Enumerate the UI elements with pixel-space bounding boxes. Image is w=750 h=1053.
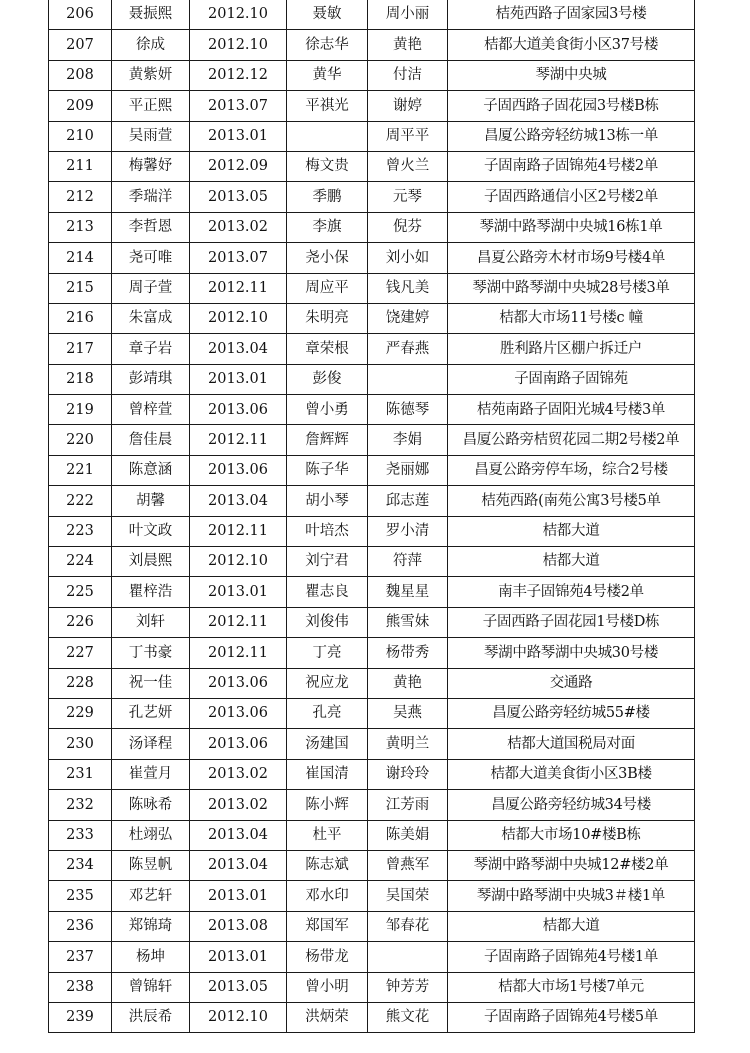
address-cell: 桔都大道美食街小区37号楼 (448, 30, 695, 60)
row-number-cell: 207 (49, 30, 112, 60)
mother-name-cell: 刘小如 (368, 243, 448, 273)
row-number-cell: 208 (49, 60, 112, 90)
mother-name-cell: 谢婷 (368, 91, 448, 121)
father-name-cell: 刘俊伟 (287, 607, 368, 637)
father-name-cell: 丁亮 (287, 638, 368, 668)
mother-name-cell: 黄明兰 (368, 729, 448, 759)
father-name-cell: 陈志斌 (287, 850, 368, 880)
mother-name-cell: 罗小清 (368, 516, 448, 546)
address-cell: 子固南路子固锦苑4号楼1单 (448, 942, 695, 972)
table-row (49, 547, 695, 577)
child-name-cell: 杜翊弘 (112, 820, 190, 850)
row-number-cell: 236 (49, 911, 112, 941)
father-name-cell: 彭俊 (287, 364, 368, 394)
address-cell: 琴湖中路琴湖中央城12#楼2单 (448, 850, 695, 880)
address-cell: 子固西路通信小区2号楼2单 (448, 182, 695, 212)
table-row (49, 759, 695, 789)
birth-date-cell: 2012.09 (190, 151, 287, 181)
table-row (49, 303, 695, 333)
row-number-cell: 237 (49, 942, 112, 972)
table-row (49, 516, 695, 546)
mother-name-cell: 黄艳 (368, 668, 448, 698)
father-name-cell: 祝应龙 (287, 668, 368, 698)
father-name-cell: 崔国清 (287, 759, 368, 789)
row-number-cell: 215 (49, 273, 112, 303)
table-row (49, 698, 695, 728)
address-cell: 琴湖中央城 (448, 60, 695, 90)
address-cell: 琴湖中路琴湖中央城28号楼3单 (448, 273, 695, 303)
birth-date-cell: 2012.10 (190, 0, 287, 30)
address-cell: 桔都大道 (448, 911, 695, 941)
child-name-cell: 黄紫妍 (112, 60, 190, 90)
address-cell: 桔都大道 (448, 516, 695, 546)
child-name-cell: 彭靖琪 (112, 364, 190, 394)
child-name-cell: 邓艺轩 (112, 881, 190, 911)
father-name-cell: 周应平 (287, 273, 368, 303)
row-number-cell: 230 (49, 729, 112, 759)
row-number-cell: 231 (49, 759, 112, 789)
father-name-cell: 尧小保 (287, 243, 368, 273)
address-cell: 昌夏公路旁木材市场9号楼4单 (448, 243, 695, 273)
address-cell: 桔苑西路子固家园3号楼 (448, 0, 695, 30)
row-number-cell: 226 (49, 607, 112, 637)
table-row (49, 1002, 695, 1032)
address-cell: 桔苑南路子固阳光城4号楼3单 (448, 395, 695, 425)
mother-name-cell: 曾燕军 (368, 850, 448, 880)
child-name-cell: 孔艺妍 (112, 698, 190, 728)
child-name-cell: 郑锦琦 (112, 911, 190, 941)
child-name-cell: 吴雨萱 (112, 121, 190, 151)
address-cell: 昌夏公路旁停车场，综合2号楼 (448, 455, 695, 485)
child-name-cell: 丁书豪 (112, 638, 190, 668)
father-name-cell: 平祺光 (287, 91, 368, 121)
table-row (49, 212, 695, 242)
child-name-cell: 汤译程 (112, 729, 190, 759)
father-name-cell: 季鹏 (287, 182, 368, 212)
mother-name-cell (368, 942, 448, 972)
father-name-cell: 朱明亮 (287, 303, 368, 333)
row-number-cell: 214 (49, 243, 112, 273)
row-number-cell: 233 (49, 820, 112, 850)
table-row (49, 577, 695, 607)
address-cell: 桔都大市场11号楼c 幢 (448, 303, 695, 333)
row-number-cell: 209 (49, 91, 112, 121)
address-cell: 昌厦公路旁桔贸花园二期2号楼2单 (448, 425, 695, 455)
child-name-cell: 章子岩 (112, 334, 190, 364)
roster-sheet (48, 0, 688, 1033)
row-number-cell: 225 (49, 577, 112, 607)
child-name-cell: 曾梓萱 (112, 395, 190, 425)
child-name-cell: 陈昱帆 (112, 850, 190, 880)
mother-name-cell: 黄艳 (368, 30, 448, 60)
address-cell: 桔都大市场10#楼B栋 (448, 820, 695, 850)
birth-date-cell: 2013.08 (190, 911, 287, 941)
table-row (49, 364, 695, 394)
table-row (49, 729, 695, 759)
table-row (49, 182, 695, 212)
mother-name-cell: 周小丽 (368, 0, 448, 30)
father-name-cell: 陈小辉 (287, 790, 368, 820)
address-cell: 胜利路片区棚户拆迁户 (448, 334, 695, 364)
table-row (49, 121, 695, 151)
row-number-cell: 234 (49, 850, 112, 880)
mother-name-cell: 陈美娟 (368, 820, 448, 850)
mother-name-cell: 熊文花 (368, 1002, 448, 1032)
roster-table-body (49, 0, 695, 1033)
row-number-cell: 239 (49, 1002, 112, 1032)
father-name-cell: 李旗 (287, 212, 368, 242)
father-name-cell: 聂敏 (287, 0, 368, 30)
address-cell: 琴湖中路琴湖中央城3＃楼1单 (448, 881, 695, 911)
mother-name-cell: 熊雪妹 (368, 607, 448, 637)
table-row (49, 60, 695, 90)
address-cell: 桔都大道国税局对面 (448, 729, 695, 759)
birth-date-cell: 2012.12 (190, 60, 287, 90)
address-cell: 子固南路子固锦苑4号楼2单 (448, 151, 695, 181)
birth-date-cell: 2013.06 (190, 668, 287, 698)
child-name-cell: 瞿梓浩 (112, 577, 190, 607)
table-row (49, 638, 695, 668)
child-name-cell: 胡馨 (112, 486, 190, 516)
birth-date-cell: 2013.04 (190, 334, 287, 364)
row-number-cell: 224 (49, 547, 112, 577)
table-row (49, 455, 695, 485)
table-row (49, 881, 695, 911)
birth-date-cell: 2013.01 (190, 577, 287, 607)
child-name-cell: 詹佳晨 (112, 425, 190, 455)
father-name-cell: 曾小明 (287, 972, 368, 1002)
address-cell: 子固西路子固花园1号楼D栋 (448, 607, 695, 637)
father-name-cell: 孔亮 (287, 698, 368, 728)
table-row (49, 243, 695, 273)
address-cell: 琴湖中路琴湖中央城30号楼 (448, 638, 695, 668)
mother-name-cell: 严春燕 (368, 334, 448, 364)
mother-name-cell: 曾火兰 (368, 151, 448, 181)
mother-name-cell: 陈德琴 (368, 395, 448, 425)
row-number-cell: 223 (49, 516, 112, 546)
row-number-cell: 210 (49, 121, 112, 151)
table-row (49, 911, 695, 941)
father-name-cell: 洪炳荣 (287, 1002, 368, 1032)
mother-name-cell: 钱凡美 (368, 273, 448, 303)
mother-name-cell: 吴燕 (368, 698, 448, 728)
child-name-cell: 刘轩 (112, 607, 190, 637)
table-row (49, 668, 695, 698)
birth-date-cell: 2013.04 (190, 820, 287, 850)
father-name-cell (287, 121, 368, 151)
table-row (49, 790, 695, 820)
birth-date-cell: 2012.11 (190, 425, 287, 455)
mother-name-cell: 杨带秀 (368, 638, 448, 668)
row-number-cell: 216 (49, 303, 112, 333)
mother-name-cell: 魏星星 (368, 577, 448, 607)
row-number-cell: 217 (49, 334, 112, 364)
child-name-cell: 周子萱 (112, 273, 190, 303)
birth-date-cell: 2012.10 (190, 303, 287, 333)
mother-name-cell (368, 364, 448, 394)
child-name-cell: 曾锦轩 (112, 972, 190, 1002)
table-row (49, 820, 695, 850)
mother-name-cell: 钟芳芳 (368, 972, 448, 1002)
birth-date-cell: 2013.06 (190, 698, 287, 728)
birth-date-cell: 2013.01 (190, 881, 287, 911)
address-cell: 交通路 (448, 668, 695, 698)
birth-date-cell: 2012.10 (190, 547, 287, 577)
row-number-cell: 220 (49, 425, 112, 455)
father-name-cell: 梅文贵 (287, 151, 368, 181)
birth-date-cell: 2013.02 (190, 212, 287, 242)
child-name-cell: 李哲恩 (112, 212, 190, 242)
row-number-cell: 235 (49, 881, 112, 911)
child-name-cell: 季瑞洋 (112, 182, 190, 212)
table-row (49, 334, 695, 364)
address-cell: 昌厦公路旁轻纺城55#楼 (448, 698, 695, 728)
address-cell: 桔都大道美食街小区3B楼 (448, 759, 695, 789)
birth-date-cell: 2013.06 (190, 455, 287, 485)
row-number-cell: 218 (49, 364, 112, 394)
birth-date-cell: 2013.07 (190, 243, 287, 273)
child-name-cell: 杨坤 (112, 942, 190, 972)
father-name-cell: 汤建国 (287, 729, 368, 759)
address-cell: 昌厦公路旁轻纺城13栋一单 (448, 121, 695, 151)
table-row (49, 0, 695, 30)
father-name-cell: 詹辉辉 (287, 425, 368, 455)
child-name-cell: 陈意涵 (112, 455, 190, 485)
row-number-cell: 222 (49, 486, 112, 516)
birth-date-cell: 2012.10 (190, 30, 287, 60)
birth-date-cell: 2013.04 (190, 850, 287, 880)
row-number-cell: 232 (49, 790, 112, 820)
father-name-cell: 陈子华 (287, 455, 368, 485)
row-number-cell: 238 (49, 972, 112, 1002)
birth-date-cell: 2013.01 (190, 121, 287, 151)
child-name-cell: 祝一佳 (112, 668, 190, 698)
father-name-cell: 曾小勇 (287, 395, 368, 425)
mother-name-cell: 李娟 (368, 425, 448, 455)
mother-name-cell: 倪芬 (368, 212, 448, 242)
mother-name-cell: 元琴 (368, 182, 448, 212)
student-roster-table (48, 0, 695, 1033)
row-number-cell: 229 (49, 698, 112, 728)
child-name-cell: 叶文政 (112, 516, 190, 546)
address-cell: 桔苑西路(南苑公寓3号楼5单 (448, 486, 695, 516)
father-name-cell: 胡小琴 (287, 486, 368, 516)
table-row (49, 486, 695, 516)
birth-date-cell: 2013.05 (190, 182, 287, 212)
address-cell: 桔都大道 (448, 547, 695, 577)
row-number-cell: 227 (49, 638, 112, 668)
child-name-cell: 梅馨妤 (112, 151, 190, 181)
child-name-cell: 洪辰希 (112, 1002, 190, 1032)
table-row (49, 607, 695, 637)
birth-date-cell: 2013.02 (190, 759, 287, 789)
mother-name-cell: 周平平 (368, 121, 448, 151)
father-name-cell: 杜平 (287, 820, 368, 850)
row-number-cell: 206 (49, 0, 112, 30)
mother-name-cell: 江芳雨 (368, 790, 448, 820)
row-number-cell: 221 (49, 455, 112, 485)
child-name-cell: 徐成 (112, 30, 190, 60)
address-cell: 昌厦公路旁轻纺城34号楼 (448, 790, 695, 820)
row-number-cell: 219 (49, 395, 112, 425)
table-row (49, 850, 695, 880)
mother-name-cell: 谢玲玲 (368, 759, 448, 789)
mother-name-cell: 尧丽娜 (368, 455, 448, 485)
child-name-cell: 平正熙 (112, 91, 190, 121)
mother-name-cell: 吴国荣 (368, 881, 448, 911)
child-name-cell: 陈咏希 (112, 790, 190, 820)
birth-date-cell: 2013.04 (190, 486, 287, 516)
table-row (49, 30, 695, 60)
mother-name-cell: 饶建婷 (368, 303, 448, 333)
father-name-cell: 郑国军 (287, 911, 368, 941)
address-cell: 琴湖中路琴湖中央城16栋1单 (448, 212, 695, 242)
mother-name-cell: 邹春花 (368, 911, 448, 941)
birth-date-cell: 2012.11 (190, 638, 287, 668)
child-name-cell: 朱富成 (112, 303, 190, 333)
father-name-cell: 章荣根 (287, 334, 368, 364)
address-cell: 桔都大市场1号楼7单元 (448, 972, 695, 1002)
birth-date-cell: 2013.01 (190, 364, 287, 394)
table-row (49, 91, 695, 121)
birth-date-cell: 2013.05 (190, 972, 287, 1002)
row-number-cell: 213 (49, 212, 112, 242)
table-row (49, 273, 695, 303)
row-number-cell: 211 (49, 151, 112, 181)
address-cell: 子固南路子固锦苑4号楼5单 (448, 1002, 695, 1032)
mother-name-cell: 符萍 (368, 547, 448, 577)
table-row (49, 151, 695, 181)
mother-name-cell: 邱志莲 (368, 486, 448, 516)
father-name-cell: 黄华 (287, 60, 368, 90)
father-name-cell: 杨带龙 (287, 942, 368, 972)
birth-date-cell: 2012.11 (190, 516, 287, 546)
father-name-cell: 瞿志良 (287, 577, 368, 607)
row-number-cell: 228 (49, 668, 112, 698)
mother-name-cell: 付洁 (368, 60, 448, 90)
address-cell: 子固南路子固锦苑 (448, 364, 695, 394)
birth-date-cell: 2013.06 (190, 729, 287, 759)
table-row (49, 972, 695, 1002)
birth-date-cell: 2013.01 (190, 942, 287, 972)
address-cell: 子固西路子固花园3号楼B栋 (448, 91, 695, 121)
child-name-cell: 聂振熙 (112, 0, 190, 30)
father-name-cell: 叶培杰 (287, 516, 368, 546)
birth-date-cell: 2013.06 (190, 395, 287, 425)
birth-date-cell: 2013.07 (190, 91, 287, 121)
table-row (49, 395, 695, 425)
father-name-cell: 徐志华 (287, 30, 368, 60)
birth-date-cell: 2012.10 (190, 1002, 287, 1032)
row-number-cell: 212 (49, 182, 112, 212)
father-name-cell: 邓水印 (287, 881, 368, 911)
birth-date-cell: 2012.11 (190, 607, 287, 637)
table-row (49, 425, 695, 455)
father-name-cell: 刘宁君 (287, 547, 368, 577)
child-name-cell: 刘晨熙 (112, 547, 190, 577)
child-name-cell: 尧可唯 (112, 243, 190, 273)
child-name-cell: 崔萱月 (112, 759, 190, 789)
address-cell: 南丰子固锦苑4号楼2单 (448, 577, 695, 607)
table-row (49, 942, 695, 972)
birth-date-cell: 2013.02 (190, 790, 287, 820)
birth-date-cell: 2012.11 (190, 273, 287, 303)
